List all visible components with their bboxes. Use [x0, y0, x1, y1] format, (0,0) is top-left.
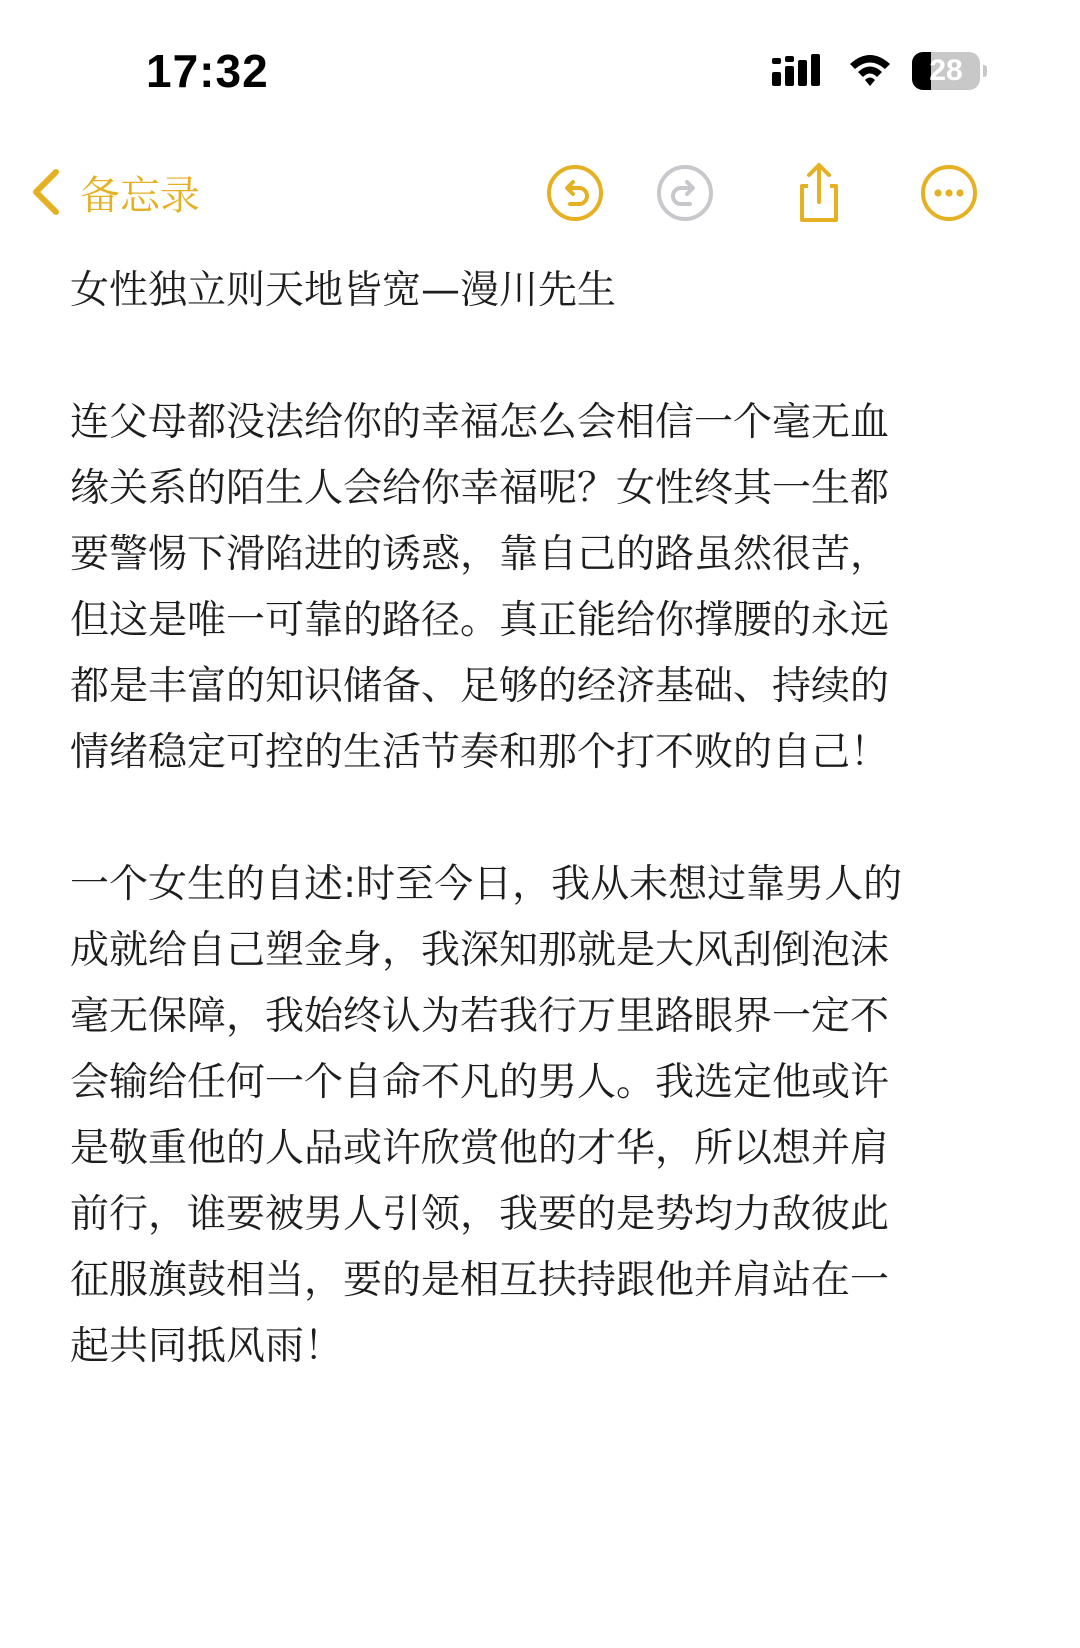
wifi-icon	[846, 50, 894, 90]
note-body[interactable]	[70, 258, 1010, 1380]
redo-icon[interactable]	[654, 162, 716, 224]
battery-icon	[912, 52, 988, 90]
note-line: 成就给自己塑金身，我深知那就是大风刮倒泡沫	[70, 928, 890, 973]
note-line: 缘关系的陌生人会给你幸福呢？女性终其一生都	[70, 466, 890, 511]
note-line: 是敬重他的人品或许欣赏他的才华，所以想并肩	[70, 1126, 890, 1171]
blank-line	[70, 324, 1010, 390]
note-title: 女性独立则天地皆宽—漫川先生	[70, 268, 617, 313]
back-button[interactable]	[28, 160, 200, 224]
note-line: 要警惕下滑陷进的诱惑，靠自己的路虽然很苦，	[70, 532, 890, 577]
status-bar	[0, 0, 1080, 140]
note-line: 一个女生的自述:时至今日，我从未想过靠男人的	[70, 862, 903, 907]
note-line: 毫无保障，我始终认为若我行万里路眼界一定不	[70, 994, 890, 1039]
status-time: 17:32	[146, 45, 269, 97]
note-line: 前行，谁要被男人引领，我要的是势均力敌彼此	[70, 1192, 890, 1237]
cellular-signal-icon	[770, 52, 830, 92]
chevron-left-icon	[28, 166, 62, 218]
battery-body	[912, 52, 980, 90]
note-line: 连父母都没法给你的幸福怎么会相信一个毫无血	[70, 400, 890, 445]
battery-level: 28	[929, 54, 963, 87]
note-line: 情绪稳定可控的生活节奏和那个打不败的自己！	[70, 730, 890, 775]
note-line: 都是丰富的知识储备、足够的经济基础、持续的	[70, 664, 890, 709]
note-line: 会输给任何一个自命不凡的男人。我选定他或许	[70, 1060, 890, 1105]
battery-cap	[983, 65, 987, 77]
more-icon[interactable]	[918, 162, 980, 224]
note-line: 征服旗鼓相当，要的是相互扶持跟他并肩站在一	[70, 1258, 890, 1303]
undo-icon[interactable]	[544, 162, 606, 224]
note-line: 起共同抵风雨！	[70, 1324, 344, 1369]
note-line: 但这是唯一可靠的路径。真正能给你撑腰的永远	[70, 598, 890, 643]
nav-bar	[0, 140, 1080, 250]
back-label: 备忘录	[80, 172, 200, 219]
share-icon[interactable]	[788, 162, 850, 224]
blank-line	[70, 786, 1010, 852]
